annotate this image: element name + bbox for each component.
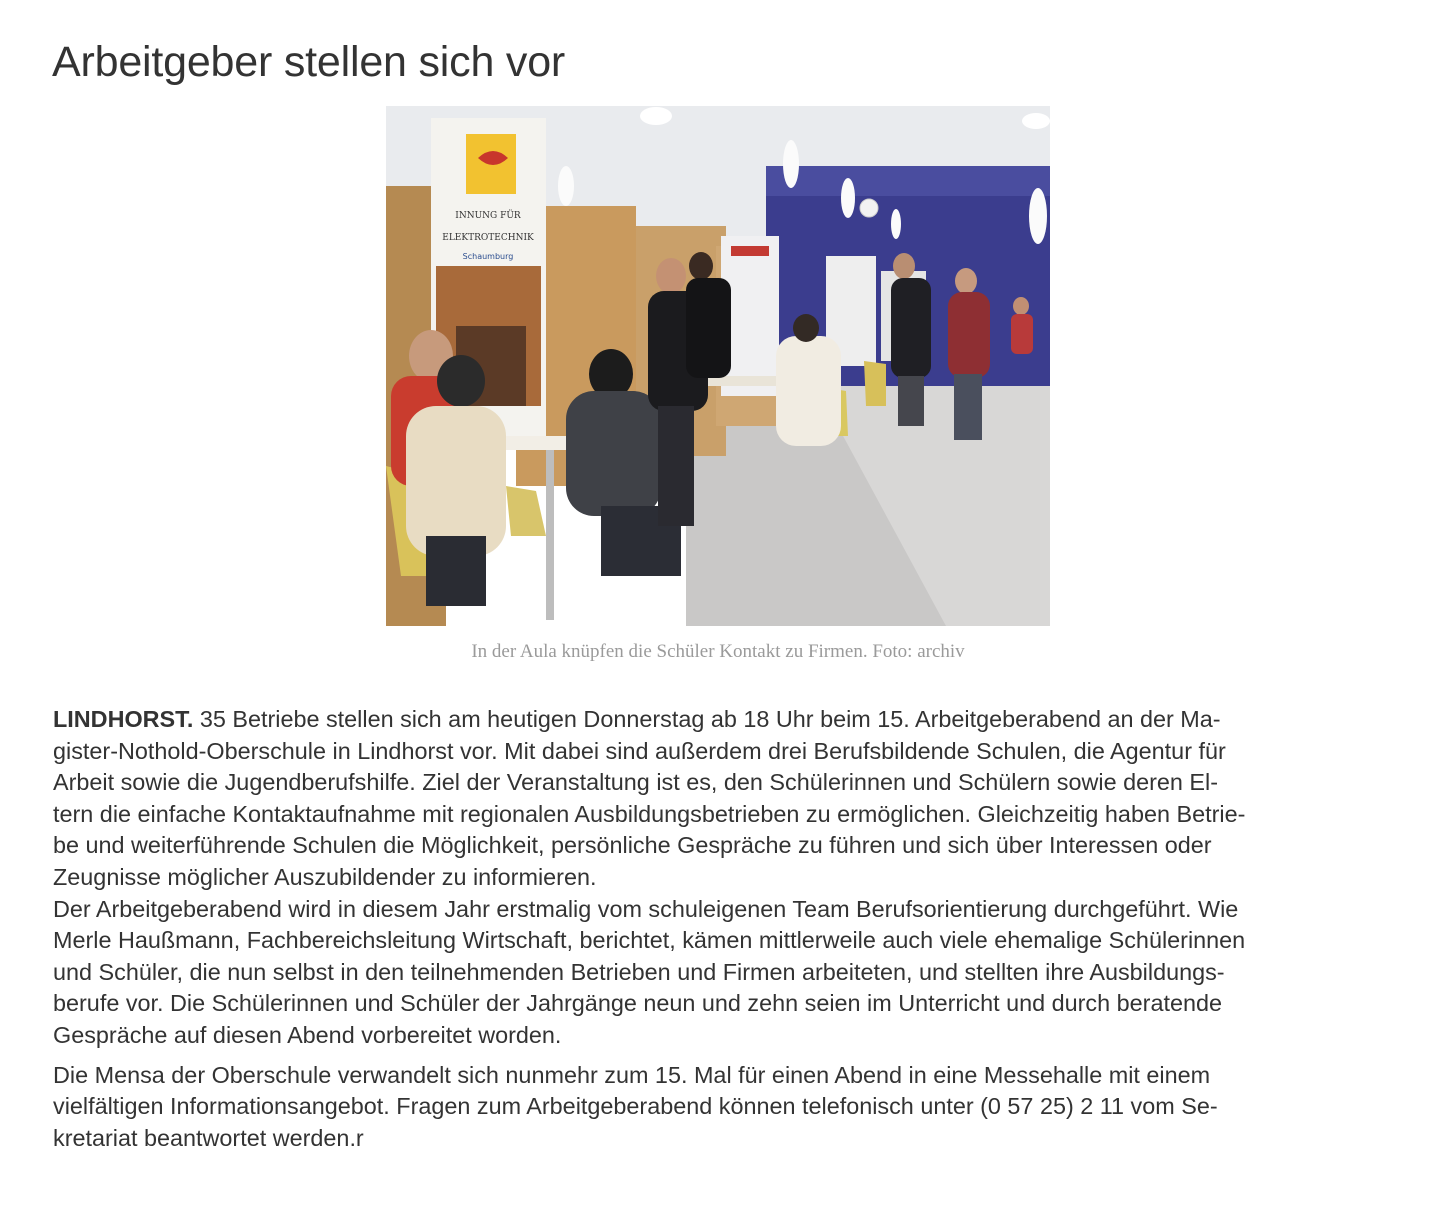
text-line: tern die einfache Kontaktaufnahme mit regionalen Ausbildungsbetrieben zu ermöglichen. Gleichzeitig haben Betrie- [53,800,1246,827]
paragraph-3 [53,1060,1393,1155]
text-line: kretariat beantwortet werden.r [53,1124,364,1151]
article-headline: Arbeitgeber stellen sich vor [52,38,566,86]
text-line: Arbeit sowie die Jugendberufshilfe. Ziel der Veranstaltung ist es, den Schülerinnen und Schülern sowie deren El- [53,769,1219,796]
article-photo [386,106,1050,626]
text-line: berufe vor. Die Schülerinnen und Schüler der Jahrgänge neun und zehn seien im Unterricht und durch beratende [53,990,1222,1017]
text-line: und Schüler, die nun selbst in den teilnehmenden Betrieben und Firmen arbeiteten, und stellten ihre Ausbildungs- [53,958,1225,985]
dateline: LINDHORST. [53,706,194,732]
text-line: Die Mensa der Oberschule verwandelt sich nunmehr zum 15. Mal für einen Abend in eine Messehalle mit einem [53,1061,1211,1088]
photo-illustration [386,106,1050,626]
article-body [53,704,1393,1154]
photo-caption: In der Aula knüpfen die Schüler Kontakt zu Firmen. Foto: archiv [471,641,965,662]
text-line: Gespräche auf diesen Abend vorbereitet worden. [53,1021,562,1048]
text-line: vielfältigen Informationsangebot. Fragen zum Arbeitgeberabend können telefonisch unter (0 57 25) 2 11 vom Se- [53,1093,1218,1120]
paragraph-2 [53,894,1393,1052]
text-line: Merle Haußmann, Fachbereichsleitung Wirtschaft, berichtet, kämen mittlerweile auch viele ehemalige Schülerinnen [53,927,1246,954]
text-line: Der Arbeitgeberabend wird in diesem Jahr erstmalig vom schuleigenen Team Berufsorientierung durchgeführt. Wie [53,895,1239,922]
paragraph-1 [53,704,1393,894]
text-line: gister-Nothold-Oberschule in Lindhorst vor. Mit dabei sind außerdem drei Berufsbildende Schulen, die Agentur für [53,737,1226,764]
text-line: 35 Betriebe stellen sich am heutigen Donnerstag ab 18 Uhr beim 15. Arbeitgeberabend an der Ma- [193,706,1221,732]
svg-text:ELEKTROTECHNIK: ELEKTROTECHNIK [442,233,534,243]
text-line: be und weiterführende Schulen die Möglichkeit, persönliche Gespräche zu führen und sich über Interessen oder [53,832,1212,859]
svg-text:INNUNG FÜR: INNUNG FÜR [455,211,521,221]
text-line: Zeugnisse möglicher Auszubildender zu informieren. [53,863,597,890]
svg-text:Schaumburg: Schaumburg [462,252,514,261]
